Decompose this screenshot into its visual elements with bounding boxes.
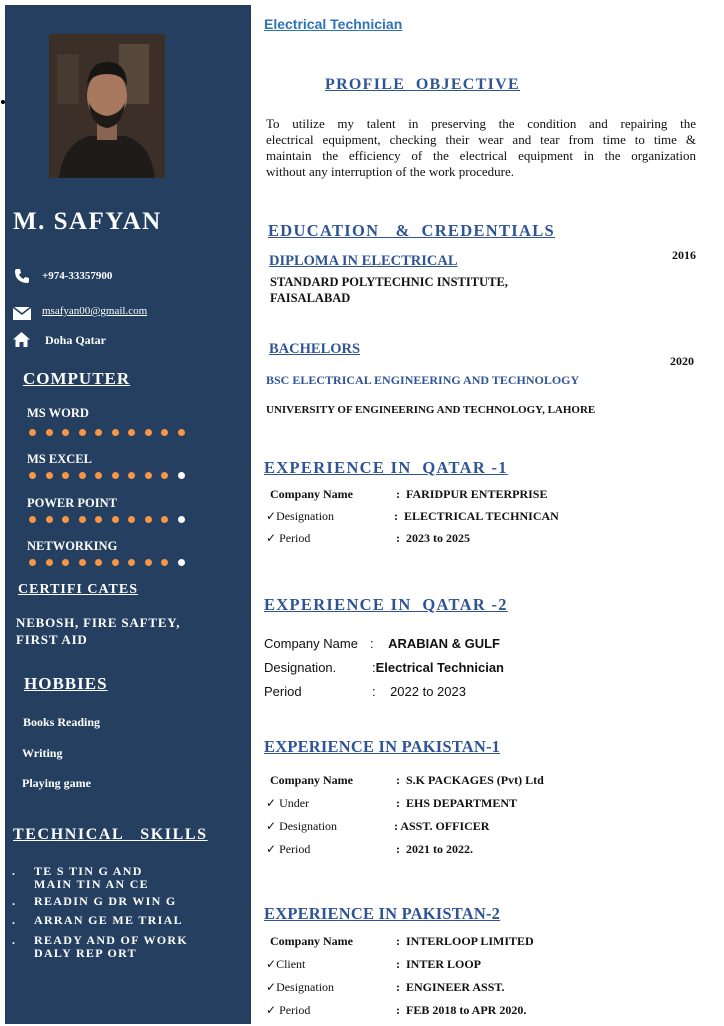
exp-value: 2021 to 2022.: [406, 842, 473, 856]
exp-label: Client: [276, 957, 306, 971]
technical-skill-item: . READY AND OF WORK DALY REP ORT: [12, 934, 242, 960]
exp-label: Company Name: [270, 934, 353, 948]
exp-label: Company Name: [264, 636, 358, 651]
skill-ms-excel-rating: [29, 472, 185, 479]
profile-photo-portrait: [49, 34, 165, 178]
certificates-line1: NEBOSH, FIRE SAFTEY,: [16, 615, 181, 630]
exp-value: S.K PACKAGES (Pvt) Ltd: [406, 773, 544, 787]
certificates-heading: CERTIFI CATES: [18, 582, 138, 597]
exp-label: Designation: [279, 819, 338, 833]
technical-skill-line2: DALY REP ORT: [34, 946, 137, 960]
exp-pakistan-1-heading: EXPERIENCE IN PAKISTAN-1: [264, 737, 501, 756]
skill-ms-word-label: MS WORD: [27, 406, 89, 420]
exp-value: ENGINEER ASST.: [406, 980, 505, 994]
exp-row: ✓Designation : ELECTRICAL TECHNICAN: [266, 509, 559, 523]
exp-row: ✓Designation : ENGINEER ASST.: [266, 980, 505, 994]
technical-skill-line1: ARRAN GE ME TRIAL: [34, 913, 183, 927]
skill-ms-excel-label: MS EXCEL: [27, 452, 92, 466]
check-icon: ✓: [266, 842, 277, 856]
check-icon: ✓: [266, 819, 277, 833]
exp-value: FARIDPUR ENTERPRISE: [406, 487, 548, 501]
exp-value: EHS DEPARTMENT: [406, 796, 518, 810]
exp-value: INTERLOOP LIMITED: [406, 934, 534, 948]
exp-value: 2023 to 2025: [406, 531, 470, 545]
technical-skill-line1: TE S TIN G AND: [34, 864, 143, 878]
exp-row: ✓ Under : EHS DEPARTMENT: [266, 796, 518, 810]
job-title: Electrical Technician: [264, 16, 403, 32]
hobbies-heading: HOBBIES: [24, 674, 108, 693]
technical-skills-heading: TECHNICAL SKILLS: [13, 826, 208, 843]
bachelors-degree: BSC ELECTRICAL ENGINEERING AND TECHNOLOGY: [266, 373, 580, 387]
technical-skill-line1: READIN G DR WIN G: [34, 894, 177, 908]
exp-value: ELECTRICAL TECHNICAN: [404, 509, 559, 523]
phone-icon: [14, 268, 30, 289]
exp-row: Company Name : ARABIAN & GULF: [264, 636, 500, 651]
exp-qatar-1-table: [266, 487, 696, 553]
check-icon: ✓: [266, 509, 277, 523]
skill-ms-word-rating: [29, 429, 185, 436]
profile-objective-text: [266, 116, 696, 180]
exp-row: ✓ Designation : ASST. OFFICER: [266, 819, 490, 833]
technical-skill-line1: READY AND OF WORK: [34, 933, 188, 947]
exp-qatar-2-table: [264, 636, 694, 708]
diploma-title: DIPLOMA IN ELECTRICAL: [269, 253, 458, 269]
exp-pakistan-2-table: [266, 934, 696, 1026]
profile-line: electrical equipment, checking their wear and tear from time to time &: [266, 132, 696, 147]
exp-label: Company Name: [270, 487, 353, 501]
exp-label: Designation: [276, 509, 335, 523]
exp-value: ASST. OFFICER: [400, 819, 490, 833]
exp-label: Company Name: [270, 773, 353, 787]
profile-line: To utilize my talent in preserving the condition and repairing the: [266, 116, 696, 131]
exp-value: ARABIAN & GULF: [388, 636, 500, 651]
exp-label: Period: [279, 1003, 311, 1017]
exp-row: Company Name : INTERLOOP LIMITED: [270, 934, 534, 948]
check-icon: ✓: [266, 980, 277, 994]
exp-row: Period : 2022 to 2023: [264, 684, 466, 699]
exp-row: ✓ Period : FEB 2018 to APR 2020.: [266, 1003, 527, 1017]
diploma-school-line2: FAISALABAD: [270, 291, 351, 305]
exp-label: Designation.: [264, 660, 337, 675]
exp-label: Period: [279, 842, 311, 856]
skill-power-point-rating: [29, 516, 185, 523]
profile-line: maintain the efficiency of the electrical equipment in the organization: [266, 148, 696, 163]
exp-row: Company Name : S.K PACKAGES (Pvt) Ltd: [270, 773, 544, 787]
exp-row: Company Name : FARIDPUR ENTERPRISE: [270, 487, 548, 501]
technical-skill-item: . READIN G DR WIN G: [12, 895, 242, 908]
person-name: M. SAFYAN: [13, 208, 162, 235]
email-icon: [13, 307, 31, 325]
exp-row: Designation. :Electrical Technician: [264, 660, 504, 675]
exp-label: Designation: [276, 980, 335, 994]
hobby-item: Writing: [22, 746, 63, 760]
home-icon: [13, 332, 30, 352]
skill-power-point-label: POWER POINT: [27, 496, 117, 510]
check-icon: ✓: [266, 957, 277, 971]
check-icon: ✓: [266, 1003, 277, 1017]
exp-label: Period: [264, 684, 302, 699]
location: Doha Qatar: [45, 333, 106, 347]
phone-number: +974-33357900: [42, 270, 113, 282]
exp-label: Period: [279, 531, 311, 545]
bachelors-year: 2020: [670, 354, 694, 368]
exp-value: 2022 to 2023: [390, 684, 466, 699]
hobby-item: Playing game: [22, 776, 91, 790]
exp-row: ✓Client : INTER LOOP: [266, 957, 482, 971]
education-heading: EDUCATION & CREDENTIALS: [268, 221, 555, 240]
exp-value: Electrical Technician: [375, 660, 504, 675]
diploma-year: 2016: [672, 248, 696, 262]
exp-value: FEB 2018 to APR 2020.: [406, 1003, 527, 1017]
hobby-item: Books Reading: [23, 715, 101, 729]
exp-row: ✓ Period : 2023 to 2025: [266, 531, 470, 545]
exp-qatar-2-heading: EXPERIENCE IN QATAR -2: [264, 595, 508, 614]
technical-skill-item: . TE S TIN G AND MAIN TIN AN CE: [12, 865, 242, 891]
email-link[interactable]: msafyan00@gmail.com: [42, 305, 148, 317]
profile-photo: [49, 34, 165, 178]
exp-pakistan-1-table: [266, 773, 696, 865]
technical-skill-item: . ARRAN GE ME TRIAL: [12, 914, 242, 927]
sidebar: [5, 5, 251, 1024]
bachelors-university: UNIVERSITY OF ENGINEERING AND TECHNOLOGY, LAHORE: [266, 404, 596, 416]
technical-skill-line2: MAIN TIN AN CE: [34, 877, 149, 891]
diploma-school-line1: STANDARD POLYTECHNIC INSTITUTE,: [270, 275, 508, 289]
exp-qatar-1-heading: EXPERIENCE IN QATAR -1: [264, 458, 508, 477]
skill-networking-label: NETWORKING: [27, 539, 118, 553]
exp-row: ✓ Period : 2021 to 2022.: [266, 842, 473, 856]
skill-networking-rating: [29, 559, 185, 566]
exp-pakistan-2-heading: EXPERIENCE IN PAKISTAN-2: [264, 904, 501, 923]
profile-objective-heading: PROFILE OBJECTIVE: [325, 76, 520, 93]
exp-label: Under: [279, 796, 310, 810]
computer-heading: COMPUTER: [23, 369, 131, 388]
check-icon: ✓: [266, 796, 277, 810]
bachelors-title: BACHELORS: [269, 341, 361, 357]
profile-line: without any interruption of the work procedure.: [266, 164, 515, 179]
check-icon: ✓: [266, 531, 277, 545]
exp-value: INTER LOOP: [406, 957, 482, 971]
certificates-line2: FIRST AID: [16, 632, 88, 647]
